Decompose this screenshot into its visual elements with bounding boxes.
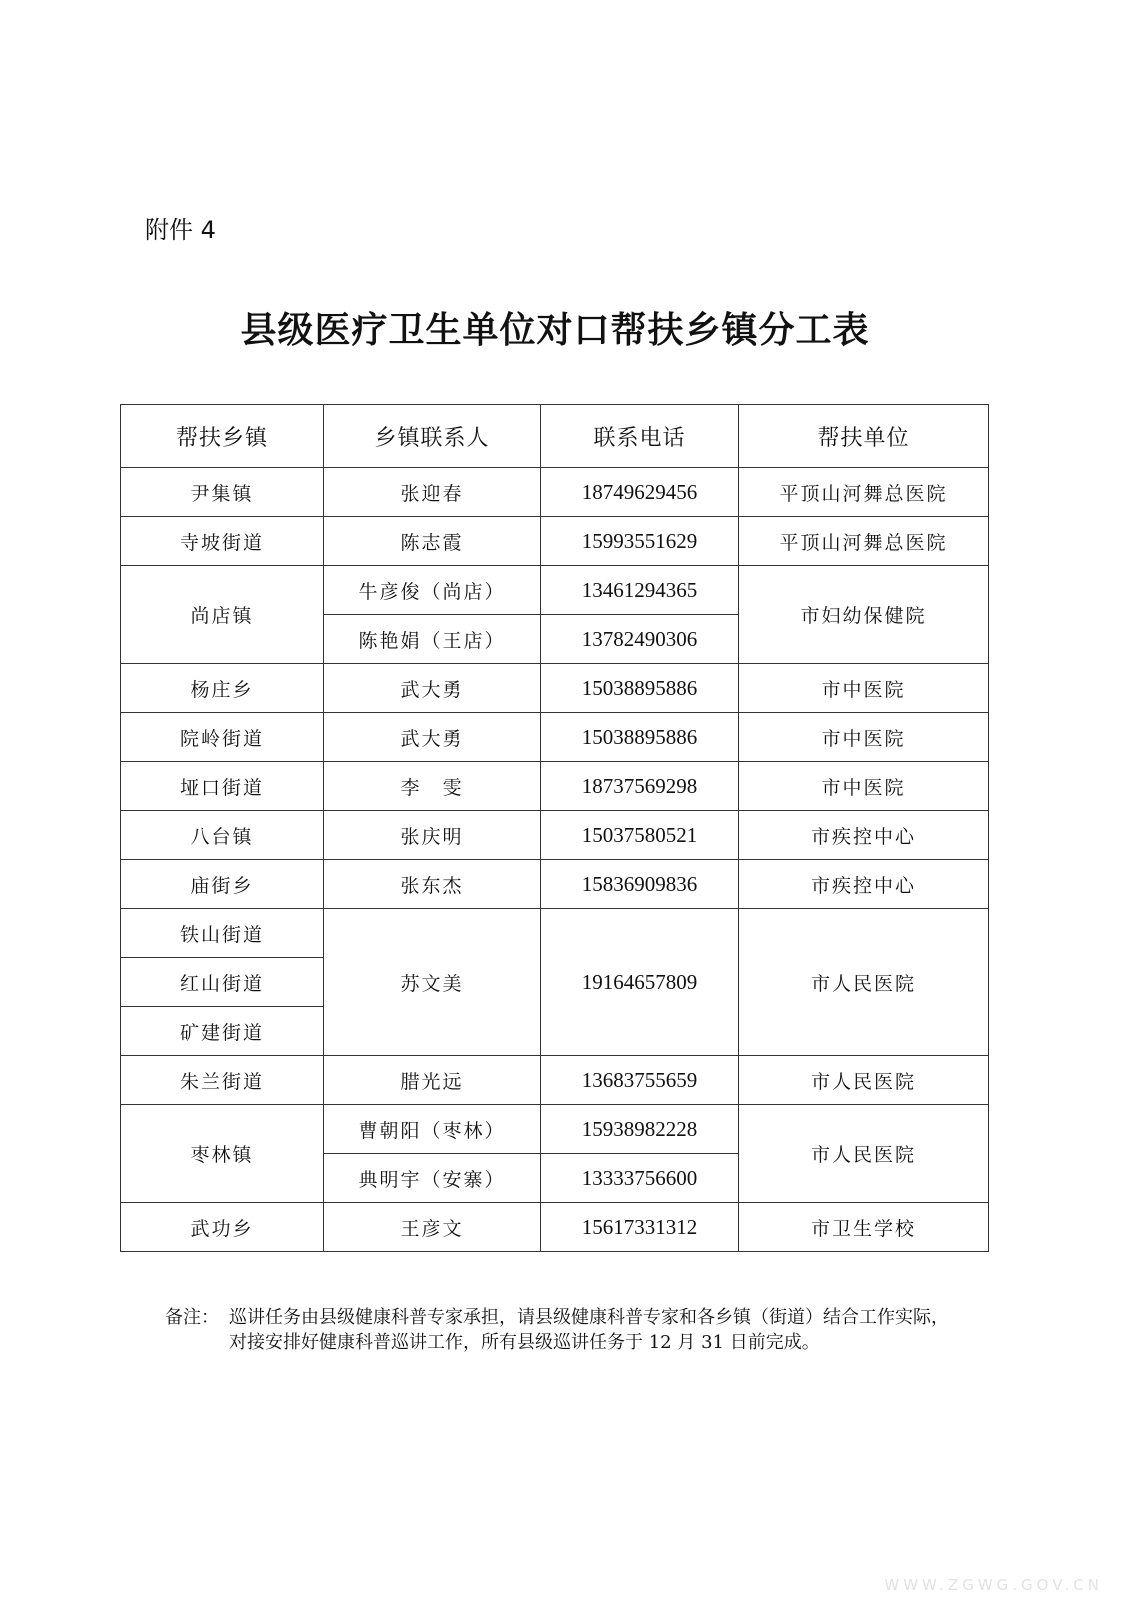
contact-cell: 王彦文: [324, 1203, 541, 1252]
table-row: [121, 1105, 989, 1154]
phone-cell: 13683755659: [541, 1056, 739, 1105]
table-header-row: [121, 405, 989, 468]
phone-cell: 13461294365: [541, 566, 739, 615]
town-cell: 庙街乡: [121, 860, 324, 909]
town-cell: 尹集镇: [121, 468, 324, 517]
phone-cell: 15836909836: [541, 860, 739, 909]
unit-cell: 市卫生学校: [739, 1203, 989, 1252]
table-row: [121, 517, 989, 566]
phone-cell: 15038895886: [541, 713, 739, 762]
assignment-table: [120, 404, 989, 1252]
table-row: [121, 860, 989, 909]
town-cell: 朱兰街道: [121, 1056, 324, 1105]
table-row: [121, 566, 989, 615]
table-row: [121, 811, 989, 860]
phone-cell: 15993551629: [541, 517, 739, 566]
unit-cell: 市疾控中心: [739, 811, 989, 860]
contact-cell: 陈志霞: [324, 517, 541, 566]
note-text: 巡讲任务由县级健康科普专家承担，请县级健康科普专家和各乡镇（街道）结合工作实际，对接安排好健康科普巡讲工作，所有县级巡讲任务于 12 月 31 日前完成。: [229, 1307, 949, 1353]
town-cell: 铁山街道: [121, 909, 324, 958]
unit-cell: 市疾控中心: [739, 860, 989, 909]
phone-cell: 15037580521: [541, 811, 739, 860]
header-unit: 帮扶单位: [739, 405, 989, 468]
contact-cell: 张东杰: [324, 860, 541, 909]
town-cell: 枣林镇: [121, 1105, 324, 1203]
footnote: [165, 1305, 965, 1355]
town-cell: 院岭街道: [121, 713, 324, 762]
attachment-label: 附件 4: [145, 216, 216, 244]
contact-cell: 张庆明: [324, 811, 541, 860]
table-row: [121, 468, 989, 517]
contact-cell: 张迎春: [324, 468, 541, 517]
phone-cell: 18749629456: [541, 468, 739, 517]
phone-cell: 15617331312: [541, 1203, 739, 1252]
phone-cell: 13782490306: [541, 615, 739, 664]
phone-cell: 18737569298: [541, 762, 739, 811]
unit-cell: 市妇幼保健院: [739, 566, 989, 664]
table-row: [121, 713, 989, 762]
contact-cell: 曹朝阳（枣林）: [324, 1105, 541, 1154]
page-title: 县级医疗卫生单位对口帮扶乡镇分工表: [240, 309, 870, 351]
unit-cell: 平顶山河舞总医院: [739, 468, 989, 517]
header-town: 帮扶乡镇: [121, 405, 324, 468]
table-row: [121, 1056, 989, 1105]
unit-cell: 市人民医院: [739, 1105, 989, 1203]
table-row: [121, 664, 989, 713]
town-cell: 八台镇: [121, 811, 324, 860]
contact-cell: 武大勇: [324, 713, 541, 762]
phone-cell: 13333756600: [541, 1154, 739, 1203]
town-cell: 寺坡街道: [121, 517, 324, 566]
unit-cell: 市中医院: [739, 762, 989, 811]
table-row: [121, 762, 989, 811]
phone-cell: 15938982228: [541, 1105, 739, 1154]
contact-cell: 牛彦俊（尚店）: [324, 566, 541, 615]
contact-cell: 陈艳娟（王店）: [324, 615, 541, 664]
unit-cell: 市中医院: [739, 713, 989, 762]
town-cell: 红山街道: [121, 958, 324, 1007]
town-cell: 矿建街道: [121, 1007, 324, 1056]
town-cell: 武功乡: [121, 1203, 324, 1252]
contact-cell: 李 雯: [324, 762, 541, 811]
contact-cell: 典明宇（安寨）: [324, 1154, 541, 1203]
unit-cell: 平顶山河舞总医院: [739, 517, 989, 566]
town-cell: 垭口街道: [121, 762, 324, 811]
town-cell: 杨庄乡: [121, 664, 324, 713]
unit-cell: 市人民医院: [739, 1056, 989, 1105]
contact-cell: 腊光远: [324, 1056, 541, 1105]
header-phone: 联系电话: [541, 405, 739, 468]
table-row: [121, 909, 989, 958]
phone-cell: 15038895886: [541, 664, 739, 713]
header-contact: 乡镇联系人: [324, 405, 541, 468]
contact-cell: 武大勇: [324, 664, 541, 713]
contact-cell: 苏文美: [324, 909, 541, 1056]
watermark: WWW.ZGWG.GOV.CN: [884, 1576, 1103, 1594]
unit-cell: 市中医院: [739, 664, 989, 713]
phone-cell: 19164657809: [541, 909, 739, 1056]
note-label: 备注：: [165, 1307, 219, 1328]
town-cell: 尚店镇: [121, 566, 324, 664]
unit-cell: 市人民医院: [739, 909, 989, 1056]
table-row: [121, 1203, 989, 1252]
